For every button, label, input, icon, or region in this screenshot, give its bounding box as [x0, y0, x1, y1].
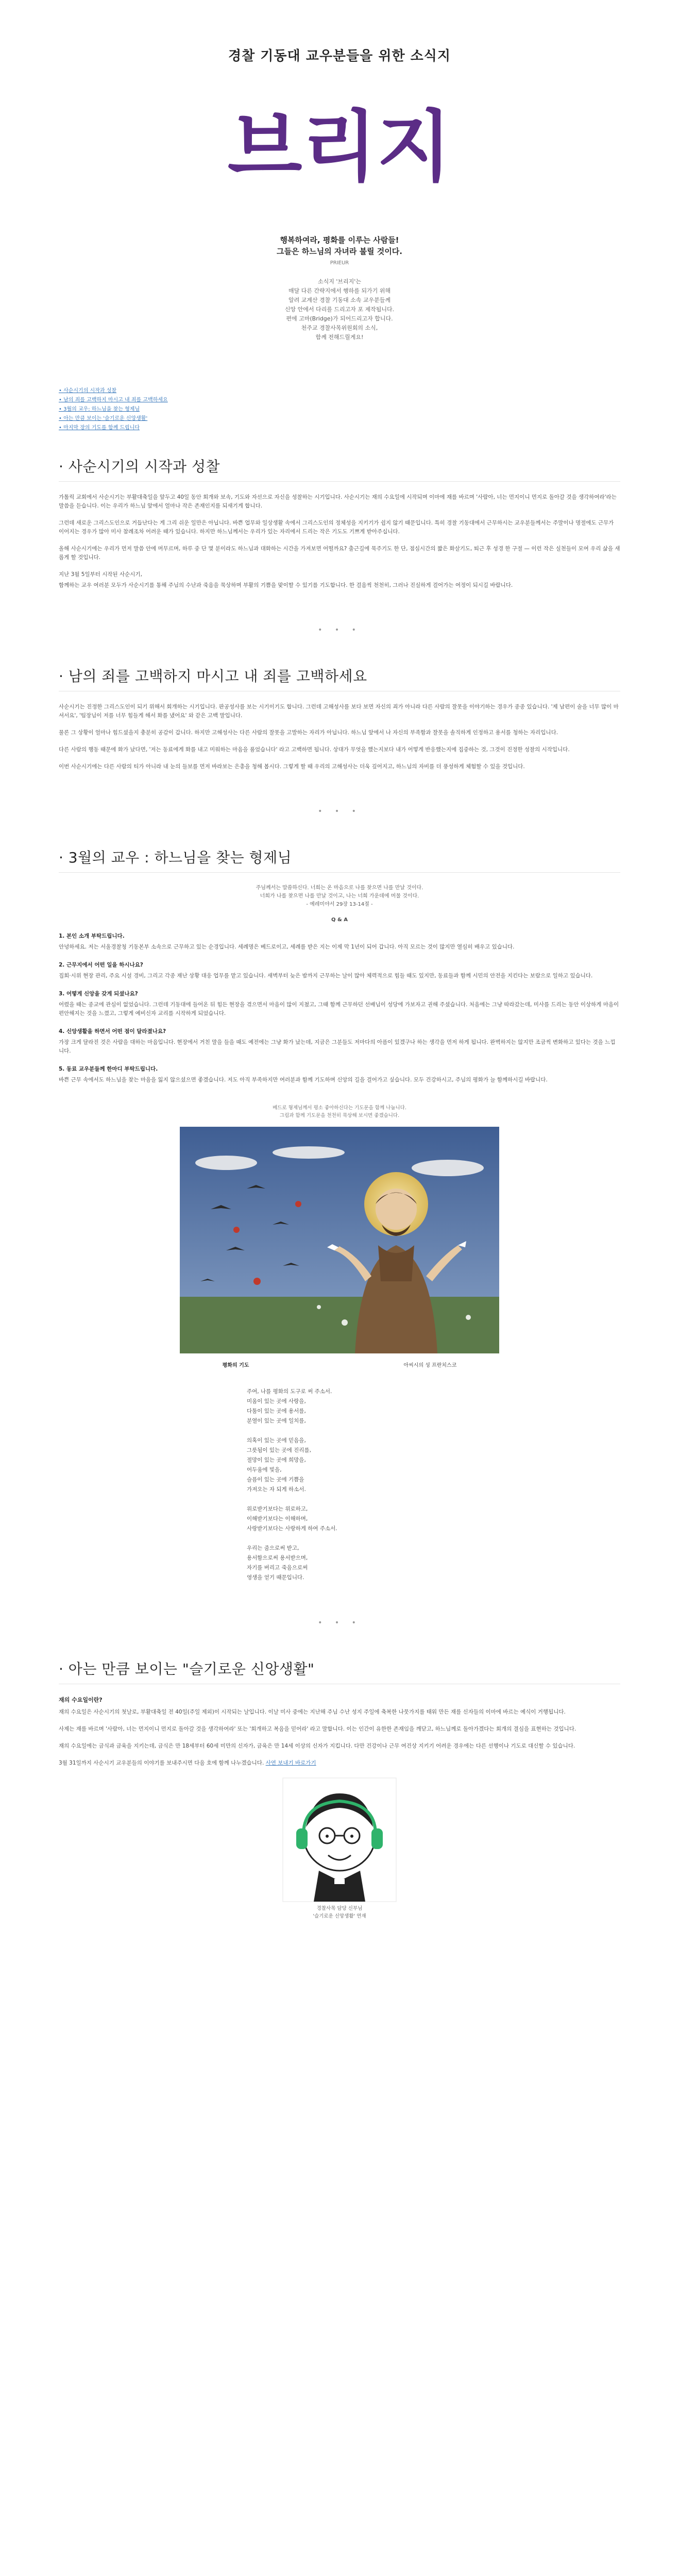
prayer-line: 영생을 얻기 때문입니다. — [247, 1574, 304, 1581]
prayer-line: 슬픔이 있는 곳에 기쁨을 — [247, 1477, 304, 1483]
scripture-verse — [59, 884, 620, 909]
qa-label: Q & A — [331, 917, 348, 923]
prayer-line: 분열이 있는 곳에 일치를, — [247, 1418, 306, 1424]
prayer-line: 사랑받기보다는 사랑하게 하여 주소서. — [247, 1526, 337, 1532]
beatitude-heading — [59, 234, 620, 257]
prayer-line: 다툼이 있는 곳에 용서를, — [247, 1408, 306, 1414]
verse-line: 너희가 나를 찾으면 나를 만날 것이고, 나는 너희 가운데에 머물 것이다. — [260, 893, 419, 899]
faith-paragraph-text: 3월 31일까지 사순시기 교우분들의 이야기를 보내주시면 다음 호에 함께 나누겠습니다. — [59, 1760, 264, 1766]
section-divider — [59, 872, 620, 873]
qa-list — [59, 932, 620, 1084]
prayer-stanza — [247, 1436, 432, 1495]
painting-intro-line: 그림과 함께 기도문을 천천히 묵상해 보시면 좋겠습니다. — [279, 1113, 400, 1118]
prayer-line: 그릇됨이 있는 곳에 진리를, — [247, 1447, 311, 1453]
toc-link-lent[interactable]: • 사순시기의 시작과 성찰 — [59, 388, 117, 394]
verse-line: 주님께서는 말씀하신다. 너희는 온 마음으로 나를 찾으면 나를 만날 것이다. — [256, 885, 423, 891]
faith-paragraph — [59, 1759, 620, 1768]
toc-link-prayer[interactable]: • 마지막 장의 기도를 함께 드립니다 — [59, 425, 140, 431]
qa-answer: 집회·시위 현장 관리, 주요 시설 경비, 그리고 각종 재난 상황 대응 업무를 맡고 있습니다. 새벽부터 늦은 밤까지 근무하는 날이 많아 체력적으로 힘들 때도 있지만, 동료들과 함께 시민의 안전을 지킨다는 보람으로 일하고 있습니다. — [59, 973, 593, 979]
qa-question: 2. 근무지에서 어떤 일을 하시나요? — [59, 962, 143, 968]
faith-paragraph: 사제는 재를 바르며 '사람아, 너는 먼지이니 먼지로 돌아갈 것을 생각하여라' 또는 '회개하고 복음을 믿어라' 라고 말합니다. 이는 인간이 유한한 존재임을 깨닫고, 하느님께로 돌아가겠다는 회개의 결심을 표현하는 것입니다. — [59, 1726, 576, 1732]
qa-question: 5. 동료 교우분들께 한마디 부탁드립니다. — [59, 1066, 158, 1072]
prayer-line: 미움이 있는 곳에 사랑을, — [247, 1398, 306, 1404]
saint-francis-painting — [180, 1127, 499, 1353]
beatitude-line-1: 행복하여라, 평화를 이루는 사람들! — [280, 235, 399, 245]
qa-question: 3. 어떻게 신앙을 갖게 되셨나요? — [59, 991, 138, 997]
peace-prayer — [247, 1387, 432, 1583]
intro-line: 매달 다른 간략지에서 행하를 되가기 위해 — [288, 287, 391, 294]
section-title-parishioner: · 3월의 교우 : 하느님을 찾는 형제님 — [59, 849, 292, 866]
toc-link-parishioner[interactable]: • 3월의 교우: 하느님을 찾는 형제님 — [59, 406, 140, 412]
submit-story-link[interactable]: 사연 보내기 바로가기 — [265, 1760, 316, 1766]
section-separator: • • • — [318, 1619, 361, 1627]
toc-link-confession[interactable]: • 남의 죄를 고백하지 마시고 내 죄를 고백하세요 — [59, 397, 168, 403]
intro-line: 편에 고마(Bridge)가 되어드리고자 합니다. — [286, 315, 393, 322]
portrait-caption-line: '슬기로운 신앙생활' 연재 — [313, 1913, 366, 1919]
qa-answer: 바쁜 근무 속에서도 하느님을 찾는 마음을 잃지 않으셨으면 좋겠습니다. 저도 아직 부족하지만 여러분과 함께 기도하며 신앙의 길을 걸어가고 싶습니다. 모두 건강하시고, 주님의 평화가 늘 함께하시길 바랍니다. — [59, 1077, 548, 1083]
prayer-line: 이해받기보다는 이해하며, — [247, 1516, 308, 1522]
section-divider — [59, 481, 620, 482]
painting-caption-author: 아씨시의 성 프란치스코 — [403, 1363, 457, 1368]
faith-paragraph: 재의 수요일은 사순시기의 첫날로, 부활대축일 전 40일(주일 제외)이 시작되는 날입니다. 이날 미사 중에는 지난해 주님 수난 성지 주일에 축복한 나뭇가지를 태워 만든 재를 신자들의 이마에 바르는 예식이 거행됩니다. — [59, 1709, 566, 1715]
faith-question: 재의 수요일이란? — [59, 1697, 103, 1703]
verse-citation: - 예레미야서 29장 13-14절 - — [306, 902, 373, 907]
prayer-line: 절망이 있는 곳에 희망을, — [247, 1457, 306, 1463]
intro-line: 알려 교계산 경찰 기동대 소속 교우분들께 — [288, 297, 391, 303]
prayer-line: 주여, 나를 평화의 도구로 써 주소서. — [247, 1388, 332, 1395]
section-title-lent: · 사순시기의 시작과 성찰 — [59, 458, 220, 475]
section-title-faith-life: · 아는 만큼 보이는 "슬기로운 신앙생활" — [59, 1660, 315, 1677]
bridge-logo-text: 브리지 — [227, 103, 452, 192]
confession-paragraph: 다른 사람의 행동 때문에 화가 났다면, '저는 동료에게 화를 내고 미워하는 마음을 품었습니다' 라고 고백하면 됩니다. 상대가 무엇을 했는지보다 내가 어떻게 반응했는지에 집중하는 것, 그것이 진정한 성찰의 시작입니다. — [59, 747, 570, 753]
prayer-line: 가져오는 자 되게 하소서. — [247, 1486, 306, 1493]
confession-paragraph: 사순시기는 진정한 그리스도인이 되기 위해서 회개하는 시기입니다. 판공성사를 보는 시기이기도 합니다. 그런데 고해성사를 보다 보면 자신의 죄가 아니라 다른 사람의 잘못을 이야기하는 경우가 종종 있습니다. '제 남편이 술을 너무 많이 마셔서요', '팀장님이 저를 너무 힘들게 해서 화를 냈어요' 와 같은 고백 말입니다. — [59, 704, 619, 719]
confession-paragraph: 물론 그 상황이 얼마나 힘드셨을지 충분히 공감이 갑니다. 하지만 고해성사는 다른 사람의 잘못을 고발하는 자리가 아닙니다. 하느님 앞에서 나 자신의 부족함과 잘못을 솔직하게 인정하고 용서를 청하는 자리입니다. — [59, 730, 558, 736]
bridge-logo — [227, 76, 452, 199]
intro-text — [59, 277, 620, 342]
confession-paragraph: 이번 사순시기에는 다른 사람의 티가 아니라 내 눈의 들보를 먼저 바라보는 은총을 청해 봅시다. 그렇게 할 때 우리의 고해성사는 더욱 깊어지고, 하느님의 자비를 더 풍성하게 체험할 수 있을 것입니다. — [59, 764, 525, 770]
lent-paragraph: 지난 3월 5일부터 시작된 사순시기, — [59, 571, 142, 578]
priest-cartoon-portrait — [283, 1778, 396, 1902]
prayer-line: 위로받기보다는 위로하고, — [247, 1506, 308, 1512]
qa-answer: 안녕하세요. 저는 서울경찰청 기동본부 소속으로 근무하고 있는 순경입니다. 세례명은 베드로이고, 세례를 받은 지는 이제 막 1년이 되어 갑니다. 아직 모르는 것이 많지만 열심히 배우고 있습니다. — [59, 944, 515, 950]
prayer-line: 자기를 버리고 죽음으로써 — [247, 1565, 308, 1571]
prayer-line: 용서함으로써 용서받으며, — [247, 1555, 308, 1561]
intro-line: 함께 전해드릴게요! — [315, 334, 364, 341]
prayer-stanza — [247, 1387, 432, 1426]
painting-intro — [59, 1104, 620, 1120]
portrait-caption-line: 경찰사목 담당 신부님 — [316, 1906, 363, 1911]
prayer-line: 우리는 줌으로써 받고, — [247, 1545, 299, 1551]
newsletter-content — [59, 45, 620, 1920]
toc-link-faith-life[interactable]: • 아는 만큼 보이는 '슬기로운 신앙생활' — [59, 416, 148, 421]
intro-line: 소식지 '브리지'는 — [318, 278, 361, 285]
section-separator: • • • — [318, 807, 361, 816]
lent-paragraph: 가톨릭 교회에서 사순시기는 부활대축일을 앞두고 40일 동안 회개와 보속, 기도와 자선으로 자신을 성찰하는 시기입니다. 사순시기는 재의 수요일에 시작되며 이마에 재를 바르며 '사람아, 너는 먼지이니 먼지로 돌아갈 것을 생각하여라'라는 말씀을 듣습니다. 이는 우리가 하느님 앞에서 얼마나 작은 존재인지를 되새기게 합니다. — [59, 494, 617, 509]
painting-caption — [59, 1361, 620, 1368]
prayer-line: 의혹이 있는 곳에 믿음을, — [247, 1437, 306, 1444]
lent-paragraph: 함께하는 교우 여러분 모두가 사순시기를 통해 주님의 수난과 죽음을 묵상하며 부활의 기쁨을 맞이할 수 있기를 기도합니다. 한 걸음씩 천천히, 그러나 진실하게 걸어가는 여정이 되시길 바랍니다. — [59, 582, 513, 588]
lent-paragraph: 그런데 새로운 그리스도인으로 거듭난다는 게 그리 쉬운 일만은 아닙니다. 바쁜 업무와 일상생활 속에서 그리스도인의 정체성을 지키기가 쉽지 않기 때문입니다. 특히 경찰 기동대에서 근무하시는 교우분들께서는 주말이나 명절에도 근무가 이어지는 경우가 많아 미사 참례조차 어려운 때가 있습니다. 하지만 하느님께서는 우리가 있는 자리에서 드리는 작은 기도도 기쁘게 받아주십니다. — [59, 520, 614, 535]
faith-paragraph: 재의 수요일에는 금식과 금육을 지키는데, 금식은 만 18세부터 60세 미만의 신자가, 금육은 만 14세 이상의 신자가 지킵니다. 다만 건강이나 근무 여건상 지키기 어려운 경우에는 다른 선행이나 기도로 대신할 수 있습니다. — [59, 1743, 575, 1749]
qa-question: 1. 본인 소개 부탁드립니다. — [59, 933, 125, 939]
beatitude-line-2: 그들은 하느님의 자녀라 불릴 것이다. — [277, 247, 402, 256]
newsletter-header-title: 경찰 기동대 교우분들을 위한 소식지 — [228, 48, 451, 64]
intro-line: 천주교 경찰사목위원회의 소식, — [301, 325, 378, 331]
portrait-caption — [59, 1905, 620, 1920]
qa-question: 4. 신앙생활을 하면서 어떤 점이 달라졌나요? — [59, 1028, 166, 1035]
qa-answer: 어렸을 때는 종교에 관심이 없었습니다. 그런데 기동대에 들어온 뒤 힘든 현장을 겪으면서 마음이 많이 지쳤고, 그때 함께 근무하던 선배님이 성당에 가보자고 권해 주셨습니다. 처음에는 그냥 따라갔는데, 미사를 드리는 동안 이상하게 마음이 편안해지는 것을 느꼈고, 그렇게 예비신자 교리를 시작하게 되었습니다. — [59, 1002, 619, 1016]
section-separator: • • • — [318, 626, 361, 634]
prayer-stanza — [247, 1544, 432, 1583]
section-title-confession: · 남의 죄를 고백하지 마시고 내 죄를 고백하세요 — [59, 668, 367, 685]
lent-paragraph: 올해 사순시기에는 우리가 먼저 말씀 안에 머무르며, 하루 중 단 몇 분이라도 하느님과 대화하는 시간을 가져보면 어떨까요? 출근길에 묵주기도 한 단, 점심시간의 짧은 화살기도, 퇴근 후 성경 한 구절 — 이런 작은 실천들이 모여 우리 삶을 새롭게 할 것입니다. — [59, 546, 620, 561]
issue-label: PRIEUR — [330, 260, 349, 266]
qa-answer: 가장 크게 달라진 것은 사람을 대하는 마음입니다. 현장에서 거친 말을 들을 때도 예전에는 그냥 화가 났는데, 지금은 그분들도 저마다의 아픔이 있겠구나 하는 생각을 먼저 하게 됩니다. 완벽하지는 않지만 조금씩 변화하고 있다는 것을 느낍니다. — [59, 1039, 616, 1054]
intro-line: 신앙 안에서 다리를 드리고자 포 제작됩니다. — [284, 306, 395, 313]
painting-caption-title: 평화의 기도 — [222, 1363, 249, 1368]
table-of-contents — [59, 386, 620, 433]
prayer-stanza — [247, 1504, 432, 1534]
prayer-line: 어두움에 빛을, — [247, 1467, 282, 1473]
painting-intro-line: 베드로 형제님께서 평소 좋아하신다는 기도문을 함께 나눕니다. — [273, 1105, 406, 1111]
